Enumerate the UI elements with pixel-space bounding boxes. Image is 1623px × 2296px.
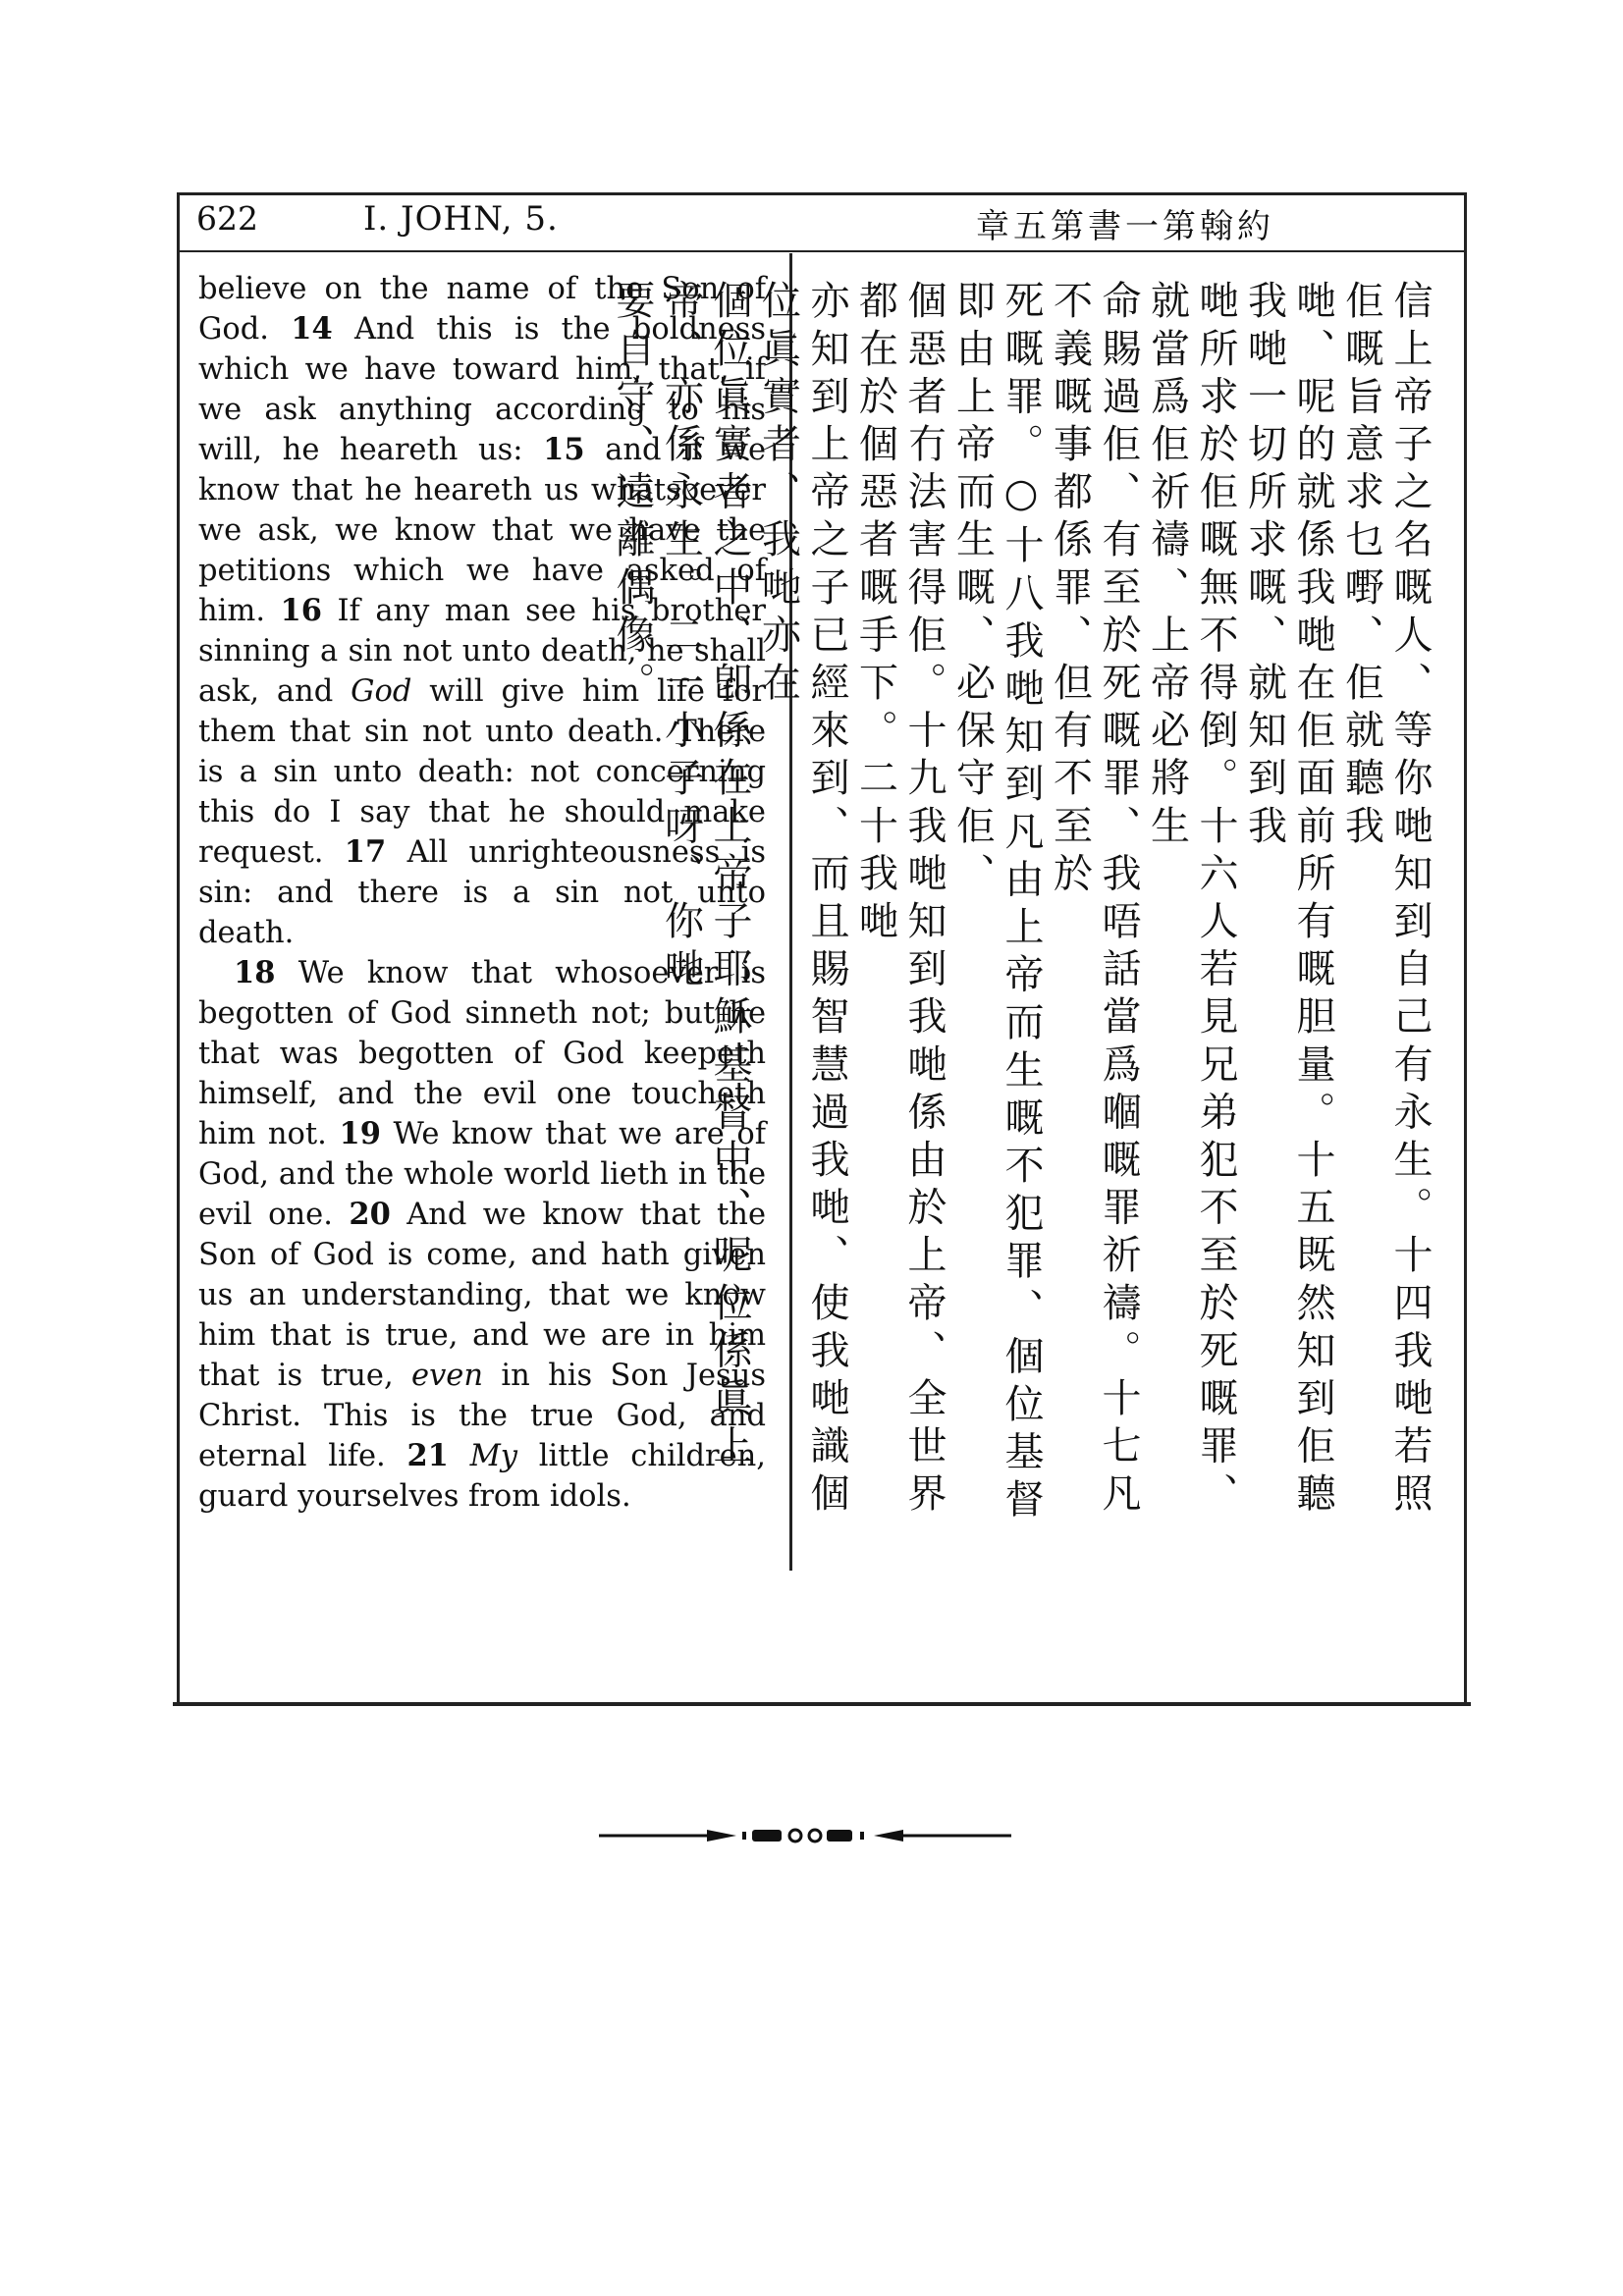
header-rule	[177, 250, 1467, 252]
chinese-line: 死嘅罪。○十八我哋知到凡由上帝而生嘅不犯罪、個位基督即由上帝而生嘅、必保守佢、	[949, 280, 1044, 1526]
chinese-line: 個惡者冇法害得佢。十九我哋知到我哋係由於上帝、全世界都在於個惡者嘅手下。二十我哋	[852, 280, 947, 1521]
text-run: in his Son Jesus Christ. This is the true God, and eternal life.	[198, 1359, 766, 1473]
chinese-line: 命賜過佢、有至於死嘅罪、我唔話當爲嗰嘅罪祈禱。十七凡不義嘅事都係罪、但有不至於	[1047, 280, 1141, 1521]
verse-number: 16	[280, 593, 322, 628]
verse-number: 14	[291, 311, 333, 347]
text-run: We know that whosoever is begotten of God sinneth not; but he that was begotten of God keepeth himself, and the evil one toucheth him not.	[198, 956, 766, 1151]
frame-bottom-rule	[173, 1702, 1471, 1706]
text-run: All unrighteousness is sin: and there is a sin not unto death.	[198, 835, 766, 950]
page-number: 622	[196, 199, 258, 238]
verse-number: 21	[406, 1438, 449, 1473]
chinese-line: 要自守、遠離偶像。	[610, 280, 655, 710]
text-run: And this is the boldness which we have toward him, that, if we ask anything according to his will, he heareth us:	[198, 312, 766, 467]
verse-number: 17	[344, 834, 387, 870]
chinese-line: 信上帝子之名嘅人、等你哋知到自己有永生。十四我哋若照佢嘅旨意求乜嘢、佢就聽我	[1338, 280, 1433, 1521]
chinese-line: 亦知到上帝之子已經來到、而且賜智慧過我哋、使我哋識個位眞實者、我哋亦在	[755, 280, 849, 1521]
text-run: and if we know that he heareth us whatsoever we ask, we know that we have the petitions which we have asked of him.	[198, 433, 766, 628]
chinese-line: 哋、呢的就係我哋在佢面前所有嘅胆量。十五既然知到佢聽我哋一切所求嘅、就知到我	[1241, 280, 1335, 1521]
text-run: will give him life for them that sin not unto death. There is a sin unto death: not concerning this do I say that he should make request.	[198, 674, 767, 870]
chinese-line: 個位眞實者之中、卽係在上帝子耶穌基督中、呢位係眞上帝、亦係永生。二一小子呀、你哋	[658, 280, 752, 1472]
italic-word: My	[469, 1439, 518, 1473]
chinese-line: 哋所求於佢嘅無不得倒。十六人若見兄弟犯不至於死嘅罪、就當爲佢祈禱、上帝必將生	[1144, 280, 1238, 1521]
chinese-column	[610, 280, 1434, 1566]
verse-number: 20	[349, 1197, 391, 1232]
italic-word: even	[411, 1359, 484, 1393]
chinese-heading: 約翰第一書第五章	[976, 207, 1274, 246]
text-run: believe on the name of the Son of God.	[198, 272, 766, 347]
text-run: And we know that the Son of God is come, and hath given us an understanding, that we know him that is true, and we are in him that is true,	[198, 1198, 767, 1393]
verse-number: 19	[339, 1116, 381, 1151]
book-title: I. JOHN, 5.	[363, 199, 559, 239]
italic-word: God	[351, 674, 412, 709]
verse-number: 15	[543, 432, 585, 467]
text-run: little children, guard yourselves from idols.	[198, 1439, 766, 1514]
text-run: We know that we are of God, and the whole world lieth in the evil one.	[198, 1117, 766, 1232]
verse-number: 18	[234, 955, 276, 990]
text-run: If any man see his brother sinning a sin not unto death, he shall ask, and	[198, 594, 766, 709]
end-ornament-icon	[599, 1824, 1011, 1847]
